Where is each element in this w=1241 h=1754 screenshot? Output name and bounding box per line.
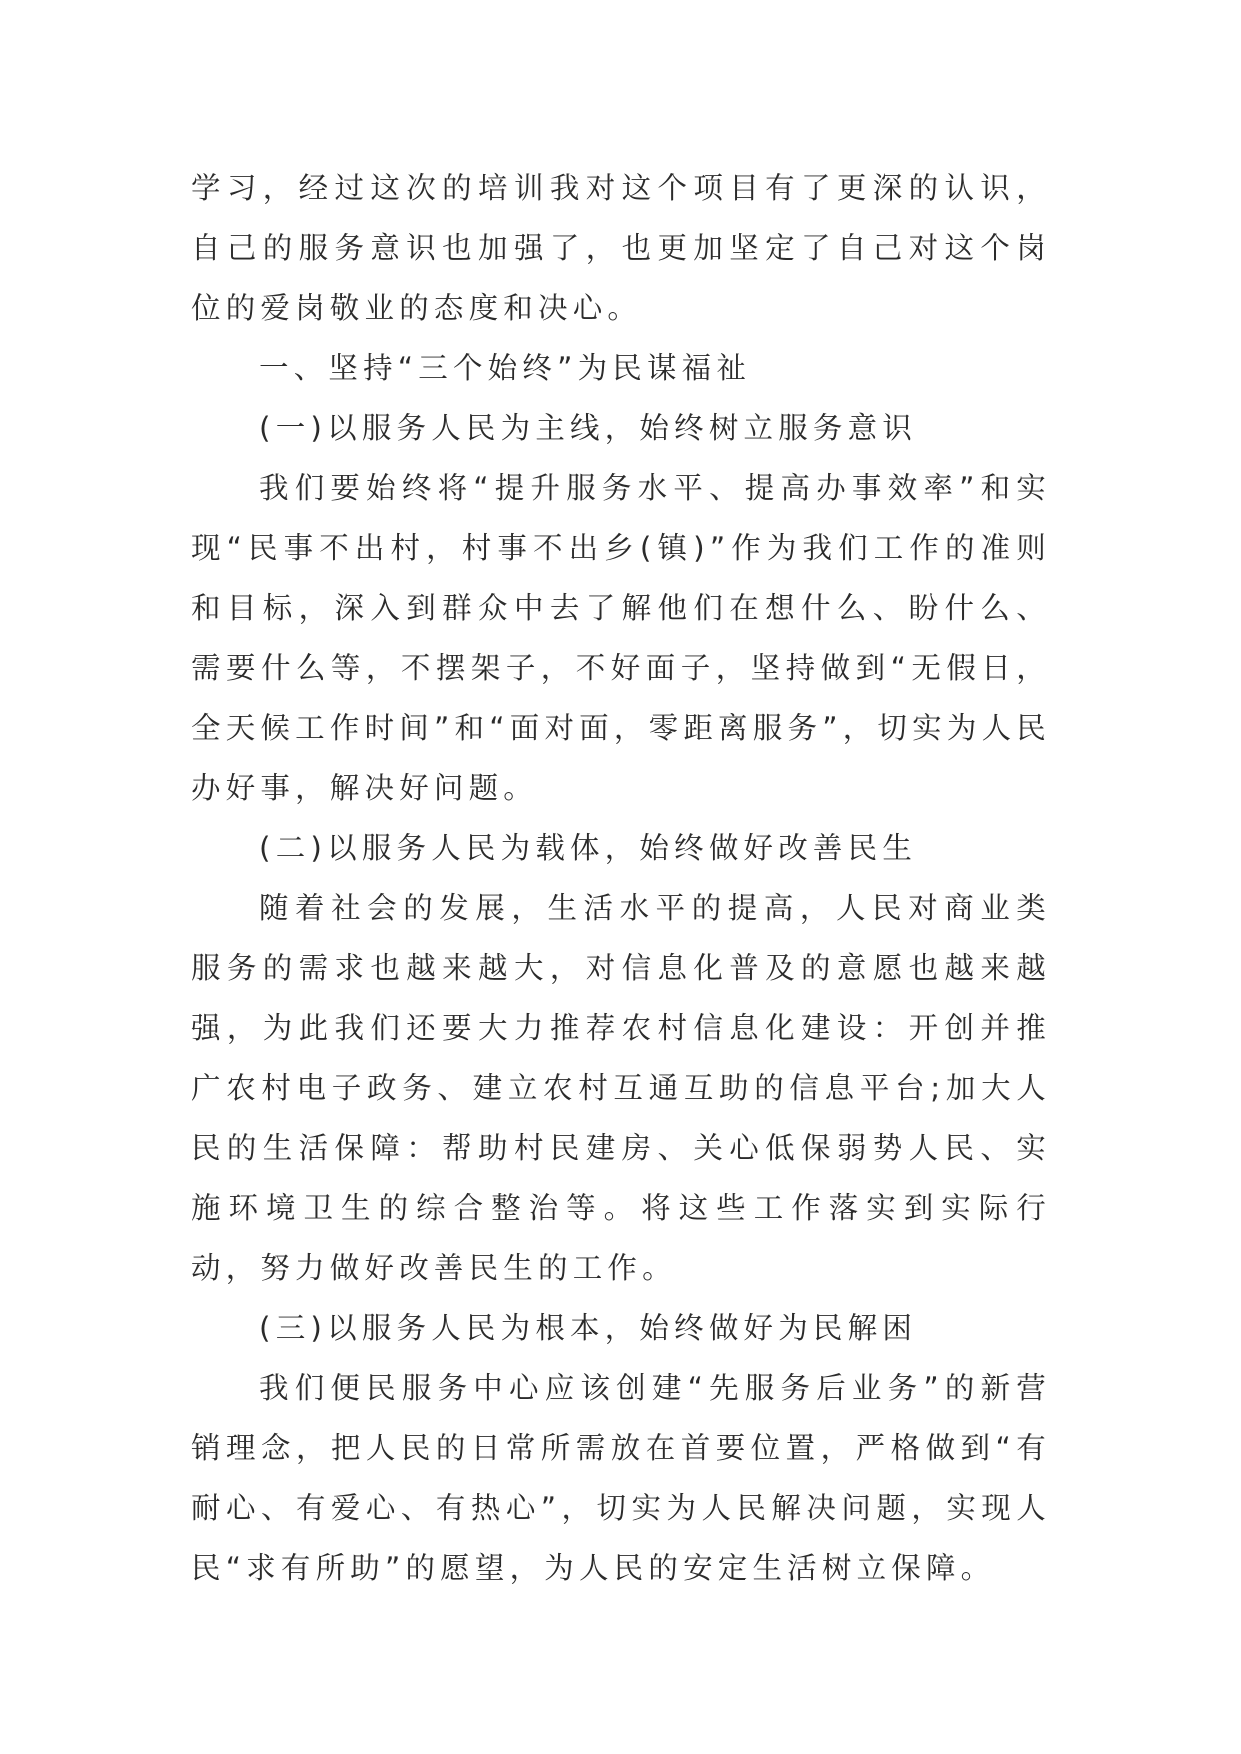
paragraph-solve-problems: 我们便民服务中心应该创建“先服务后业务”的新营销理念，把人民的日常所需放在首要位置，严格做到“有耐心、有爱心、有热心”，切实为人民解决问题，实现人民“求有所助”的愿望，为人民的安定生活树立保障。 <box>191 1371 1051 1585</box>
section-heading-1: 一、坚持“三个始终”为民谋福祉 <box>259 351 752 385</box>
paragraph-improve-livelihood: 随着社会的发展，生活水平的提高，人民对商业类服务的需求也越来越大，对信息化普及的意愿也越来越强，为此我们还要大力推荐农村信息化建设：开创并推广农村电子政务、建立农村互通互助的信息平台;加大人民的生活保障：帮助村民建房、关心低保弱势人民、实施环境卫生的综合整治等。将这些工作落实到实际行动，努力做好改善民生的工作。 <box>191 891 1051 1285</box>
paragraph-intro: 学习，经过这次的培训我对这个项目有了更深的认识，自己的服务意识也加强了，也更加坚定了自己对这个岗位的爱岗敬业的态度和决心。 <box>191 171 1051 325</box>
paragraph-service-awareness: 我们要始终将“提升服务水平、提高办事效率”和实现“民事不出村，村事不出乡(镇)”作为我们工作的准则和目标，深入到群众中去了解他们在想什么、盼什么、需要什么等，不摆架子，不好面子，坚持做到“无假日，全天候工作时间”和“面对面，零距离服务”，切实为人民办好事，解决好问题。 <box>191 471 1051 805</box>
subsection-heading-1: (一)以服务人民为主线，始终树立服务意识 <box>259 411 918 445</box>
subsection-heading-3: (三)以服务人民为根本，始终做好为民解困 <box>259 1311 918 1345</box>
subsection-heading-2: (二)以服务人民为载体，始终做好改善民生 <box>259 831 918 865</box>
document-body <box>191 158 1051 1598</box>
